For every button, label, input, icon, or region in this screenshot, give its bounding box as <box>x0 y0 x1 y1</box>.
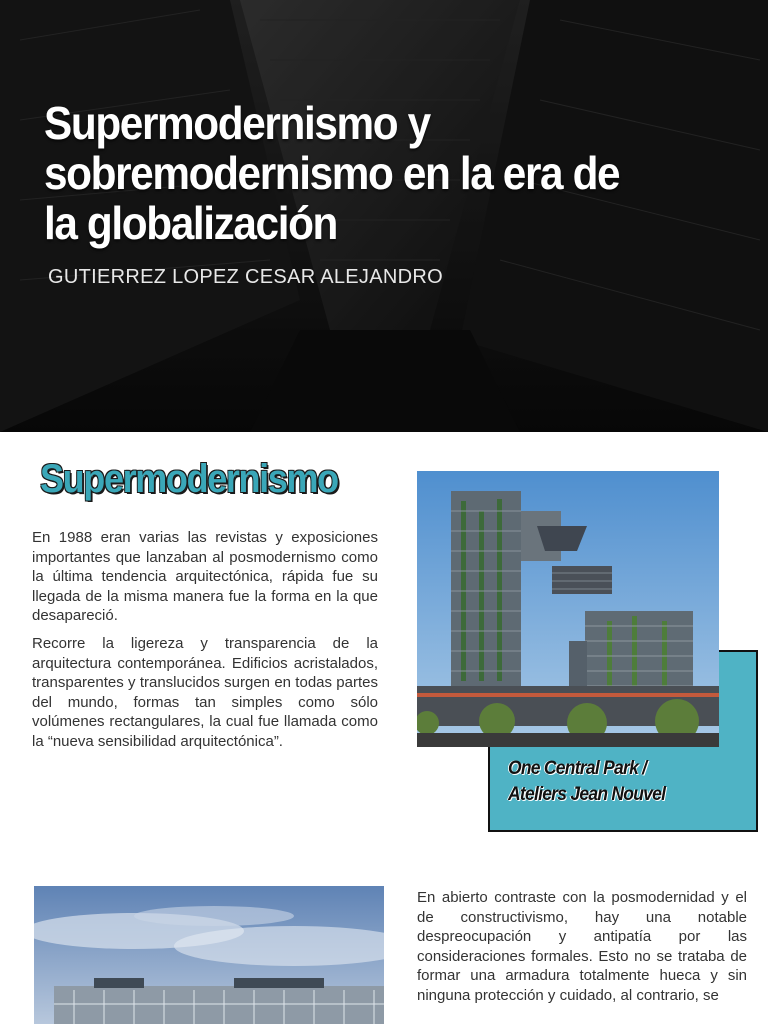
section-heading: Supermodernismo <box>40 457 338 501</box>
document-title <box>44 98 679 248</box>
paragraph: En abierto contraste con la posmodernidad y el de constructivismo, hay una notable despreocupación y antipatía por las consideraciones formales. Esto no se trataba de formar una armadura totalmente hueca y sin ninguna protección y cuidado, al contrario, se <box>417 889 747 1004</box>
caption-line: One Central Park / <box>508 758 647 779</box>
glass-building-image <box>34 886 384 1024</box>
one-central-park-image <box>417 471 719 747</box>
section-body <box>417 888 747 1014</box>
building-photo <box>417 471 719 747</box>
title-line: Supermodernismo y <box>44 97 430 149</box>
cover-banner <box>0 0 768 432</box>
paragraph: Recorre la ligereza y transparencia de la arquitectura contemporánea. Edificios acristalados, transparentes y translucidos surgen en todas partes del mundo, formas tan simples como sólo volúmenes rectangulares, la cual fue llamada como la “nueva sensibilidad arquitectónica”. <box>32 634 378 750</box>
paragraph: En 1988 eran varias las revistas y exposiciones importantes que lanzaban al posmodernismo como la última tendencia arquitectónica, rápida fue su llegada de la misma manera fue la forma en la que desapareció. <box>32 529 378 625</box>
building-photo <box>34 886 384 1024</box>
section-body <box>32 528 378 760</box>
title-line: sobremodernismo en la era de <box>44 147 620 199</box>
title-line: la globalización <box>44 197 338 249</box>
caption-line: Ateliers Jean Nouvel <box>508 784 666 805</box>
photo-caption <box>508 756 729 808</box>
author-name: GUTIERREZ LOPEZ CESAR ALEJANDRO <box>48 266 443 288</box>
